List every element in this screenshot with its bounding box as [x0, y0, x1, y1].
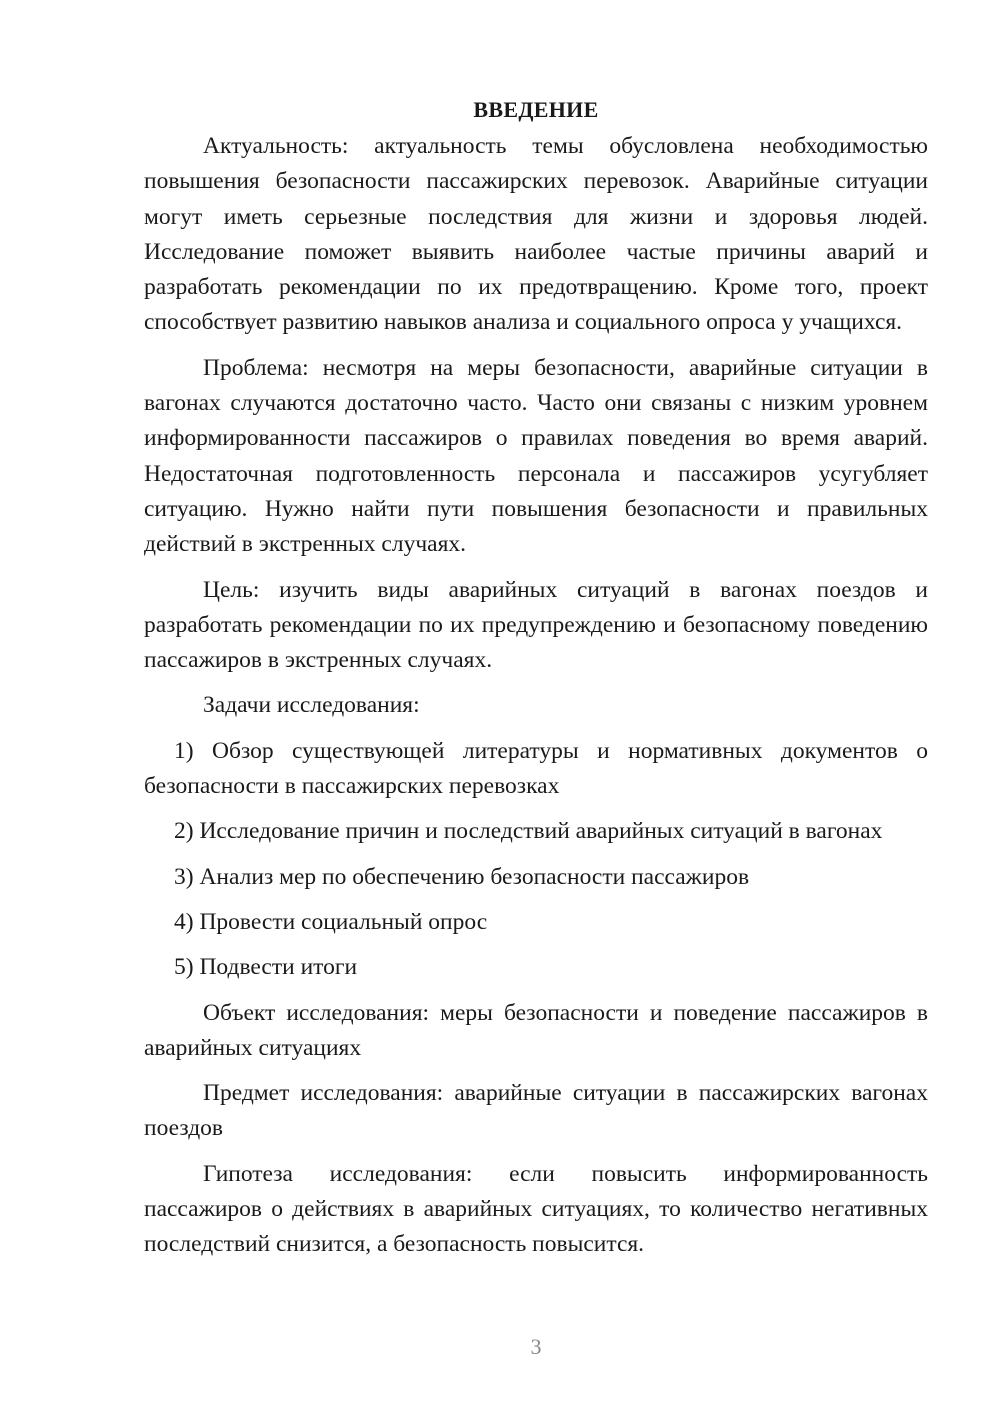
- goal-paragraph: Цель: изучить виды аварийных ситуаций в вагонах поездов и разработать рекомендации по их предупреждению и безопасному поведению пассажиров в экстренных случаях.: [144, 576, 928, 674]
- relevance-paragraph: Актуальность: актуальность темы обусловлена необходимостью повышения безопасности пассажирских перевозок. Аварийные ситуации могут иметь серьезные последствия для жизни и здоровья людей. Исследование поможет выявить наиболее частые причины аварий и разработать рекомендации по их предотвращению. Кроме того, проект способствует развитию навыков анализа и социального опроса у учащихся.: [144, 133, 928, 336]
- task-item-1: 1) Обзор существующей литературы и нормативных документов о безопасности в пассажирских перевозках: [144, 737, 928, 800]
- problem-paragraph: Проблема: несмотря на меры безопасности, аварийные ситуации в вагонах случаются достаточно часто. Часто они связаны с низким уровнем информированности пассажиров о правилах поведения во время аварий. Недостаточная подготовленность персонала и пассажиров усугубляет ситуацию. Нужно найти пути повышения безопасности и правильных действий в экстренных случаях.: [144, 354, 928, 558]
- hypothesis-paragraph: Гипотеза исследования: если повысить информированность пассажиров о действиях в аварийных ситуациях, то количество негативных последствий снизится, а безопасность повысится.: [144, 1160, 928, 1258]
- task-item-5: 5) Подвести итоги: [174, 954, 358, 981]
- object-paragraph: Объект исследования: меры безопасности и поведение пассажиров в аварийных ситуациях: [144, 999, 928, 1061]
- task-item-3: 3) Анализ мер по обеспечению безопасности пассажиров: [174, 863, 750, 890]
- task-item-4: 4) Провести социальный опрос: [174, 908, 488, 935]
- document-page: [144, 92, 928, 1273]
- subject-paragraph: Предмет исследования: аварийные ситуации в пассажирских вагонах поездов: [144, 1080, 928, 1142]
- task-item-2: 2) Исследование причин и последствий аварийных ситуаций в вагонах: [174, 818, 883, 845]
- page-number: 3: [530, 1334, 542, 1359]
- tasks-heading: Задачи исследования:: [203, 692, 420, 719]
- page-title: ВВЕДЕНИЕ: [473, 97, 599, 122]
